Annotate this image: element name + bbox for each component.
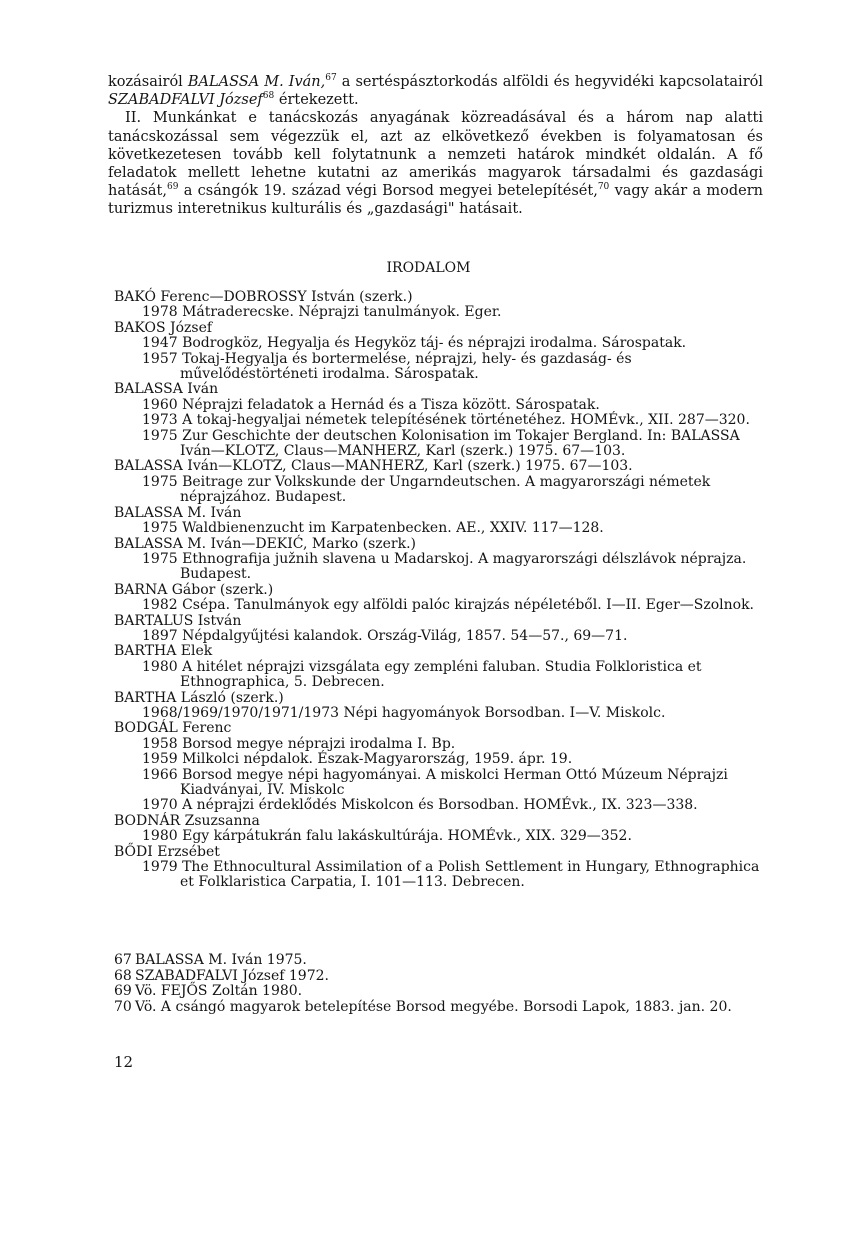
bib-author: BAKOS József [114,319,213,336]
footnote [114,1000,766,1016]
bib-text: Mátraderecske. Néprajzi tanulmányok. Eger. [182,304,502,321]
bib-text: Beitrage zur Volkskunde der Ungarndeutschen. A magyarországi németek néprajzához. Budapest. [180,473,711,506]
text-run: kozásairól [108,74,188,90]
bib-year: 1897 [142,627,178,644]
bib-entry [114,629,766,644]
bib-entry [114,829,766,844]
footnote-text: Vö. FEJŐS Zoltán 1980. [135,983,303,1000]
bib-author: BARNA Gábor (szerk.) [114,581,274,598]
author-ref: BALASSA M. Iván, [187,74,326,90]
bib-year: 1979 [142,859,178,876]
bib-year: 1980 [142,658,178,675]
bib-year: 1980 [142,828,178,845]
bib-author: BARTHA Elek [114,643,213,660]
bib-year: 1957 [142,350,178,367]
bib-entry [114,413,766,428]
text-run: vagy akár a modern turizmus interetnikus kulturális és „gazdasági" hatásait. [108,183,763,218]
bib-text: A hitélet néprajzi vizsgálata egy zempléni faluban. Studia Folkloristica et Ethnographica, 5. Debrecen. [180,658,702,691]
footnote-text: BALASSA M. Iván 1975. [135,952,307,968]
section-heading: IRODALOM [386,260,471,276]
footnotes [114,953,766,1015]
bib-text: Csépa. Tanulmányok egy alföldi palóc kirajzás népéletéből. I—II. Eger—Szolnok. [182,597,755,614]
bib-entry [114,798,766,813]
bib-entry [114,660,766,691]
bib-text: Egy kárpátukrán falu lakáskultúrája. HOMÉvk., XIX. 329—352. [182,828,632,845]
footnote-ref: 67 [325,73,337,83]
bibliography [114,290,766,891]
bib-year: 1973 [142,412,178,429]
bib-text: Borsod megye néprajzi irodalma I. Bp. [182,735,456,752]
bib-year: 1982 [142,597,178,614]
bib-text: Tokaj-Hegyalja és bortermelése, néprajzi, hely- és gazdaság- és művelődéstörténeti irodalma. Sárospatak. [180,350,632,383]
bib-year: 1960 [142,396,178,413]
bib-year: 1975 [142,427,178,444]
footnote [114,984,766,1000]
bib-entry [114,305,766,320]
bib-entry [114,552,766,583]
bib-author: BAKÓ Ferenc—DOBROSSY István (szerk.) [114,289,413,305]
bib-text: Népdalgyűjtési kalandok. Ország-Világ, 1857. 54—57., 69—71. [182,627,628,644]
bib-entry [114,737,766,752]
bib-year: 1958 [142,735,178,752]
footnote-number: 69 [114,983,132,1000]
bib-year: 1978 [142,304,178,321]
bib-author: BALASSA Iván [114,381,219,398]
bib-text: Bodrogköz, Hegyalja és Hegyköz táj- és néprajzi irodalma. Sárospatak. [182,335,687,352]
footnote-text: SZABADFALVI József 1972. [135,967,329,984]
footnote [114,953,766,969]
text-run: a csángók 19. század végi Borsod megyei betelepítését, [178,183,598,200]
page-number: 12 [114,1053,134,1071]
footnote [114,969,766,985]
bib-year: 1947 [142,335,178,352]
bib-text: Borsod megye népi hagyományai. A miskolci Herman Ottó Múzeum Néprajzi Kiadványai, IV. Miskolc [180,766,728,798]
bib-entry [114,521,766,536]
bib-entry [114,475,766,506]
bib-author: BALASSA M. Iván—DEKIĆ, Marko (szerk.) [114,535,417,552]
bib-text: Népi hagyományok Borsodban. I—V. Miskolc. [343,704,666,721]
footnote-number: 70 [114,998,132,1015]
bib-year: 1968/1969/1970/1971/1973 [142,704,340,721]
bib-entry [114,352,766,383]
bib-year: 1959 [142,751,178,768]
bib-author: BARTHA László (szerk.) [114,689,284,706]
paragraph-2 [108,109,763,218]
bib-entry [114,860,766,891]
bib-text: Waldbienenzucht im Karpatenbecken. AE., XXIV. 117—128. [182,520,604,537]
bib-entry [114,768,766,799]
bib-text: Néprajzi feladatok a Hernád és a Tisza között. Sárospatak. [182,396,600,413]
bib-year: 1970 [142,797,178,814]
body-text [108,73,763,219]
paragraph-1 [108,73,763,109]
bib-year: 1975 [142,473,178,490]
text-run: II. Munkánkat e tanácskozás anyagának közreadásával és a három nap alatti tanácskozással sem végezzük el, azt az elkövetkező években is folyamatosan és következetesen tovább kell folytatnunk a nemzeti határok mindkét oldalán. A fő feladatok mellett lehetne kutatni az amerikás magyarok társadalmi és gazdasági hatását, [108,110,763,200]
footnote-ref: 68 [262,91,275,102]
bib-author: BALASSA Iván—KLOTZ, Claus—MANHERZ, Karl (szerk.) 1975. 67—103. [114,458,633,475]
text-run: értekezett. [274,92,359,109]
bib-year: 1975 [142,520,178,537]
footnote-number: 67 [114,952,132,968]
bib-entry [114,598,766,613]
bib-year: 1966 [142,766,178,783]
bib-entry [114,336,766,351]
bib-author: BARTALUS István [114,612,242,629]
footnote-text: Vö. A csángó magyarok betelepítése Borsod megyébe. Borsodi Lapok, 1883. jan. 20. [135,998,732,1015]
bib-text: A néprajzi érdeklődés Miskolcon és Borsodban. HOMÉvk., IX. 323—338. [182,797,698,814]
bib-author: BŐDI Erzsébet [114,843,220,860]
bib-year: 1975 [142,550,178,567]
bib-entry [114,752,766,767]
bib-author: BODGÁL Ferenc [114,720,232,737]
bib-text: Zur Geschichte der deutschen Kolonisation im Tokajer Bergland. In: BALASSA Iván—KLOTZ, Claus—MANHERZ, Karl (szerk.) 1975. 67—103. [180,427,740,460]
bib-author: BODNÁR Zsuzsanna [114,812,260,829]
bib-entry [114,398,766,413]
bib-text: Milkolci népdalok. Észak-Magyarország, 1959. ápr. 19. [182,751,573,768]
footnote-ref: 70 [597,182,610,193]
author-ref: SZABADFALVI József [108,92,263,109]
footnote-ref: 69 [166,182,179,193]
bib-text: Ethnografija južnih slavena u Madarskoj. A magyarországi délszlávok néprajza. Budapest. [180,550,747,583]
bib-text: The Ethnocultural Assimilation of a Polish Settlement in Hungary, Ethnographica et Folklaristica Carpatia, I. 101—113. Debrecen. [180,859,760,891]
bib-author: BALASSA M. Iván [114,504,242,521]
bib-entry [114,429,766,460]
bib-text: A tokaj-hegyaljai németek telepítésének történetéhez. HOMÉvk., XII. 287—320. [182,412,750,429]
text-run: a sertéspásztorkodás alföldi és hegyvidéki kapcsolatairól [336,74,763,90]
footnote-number: 68 [114,967,132,984]
